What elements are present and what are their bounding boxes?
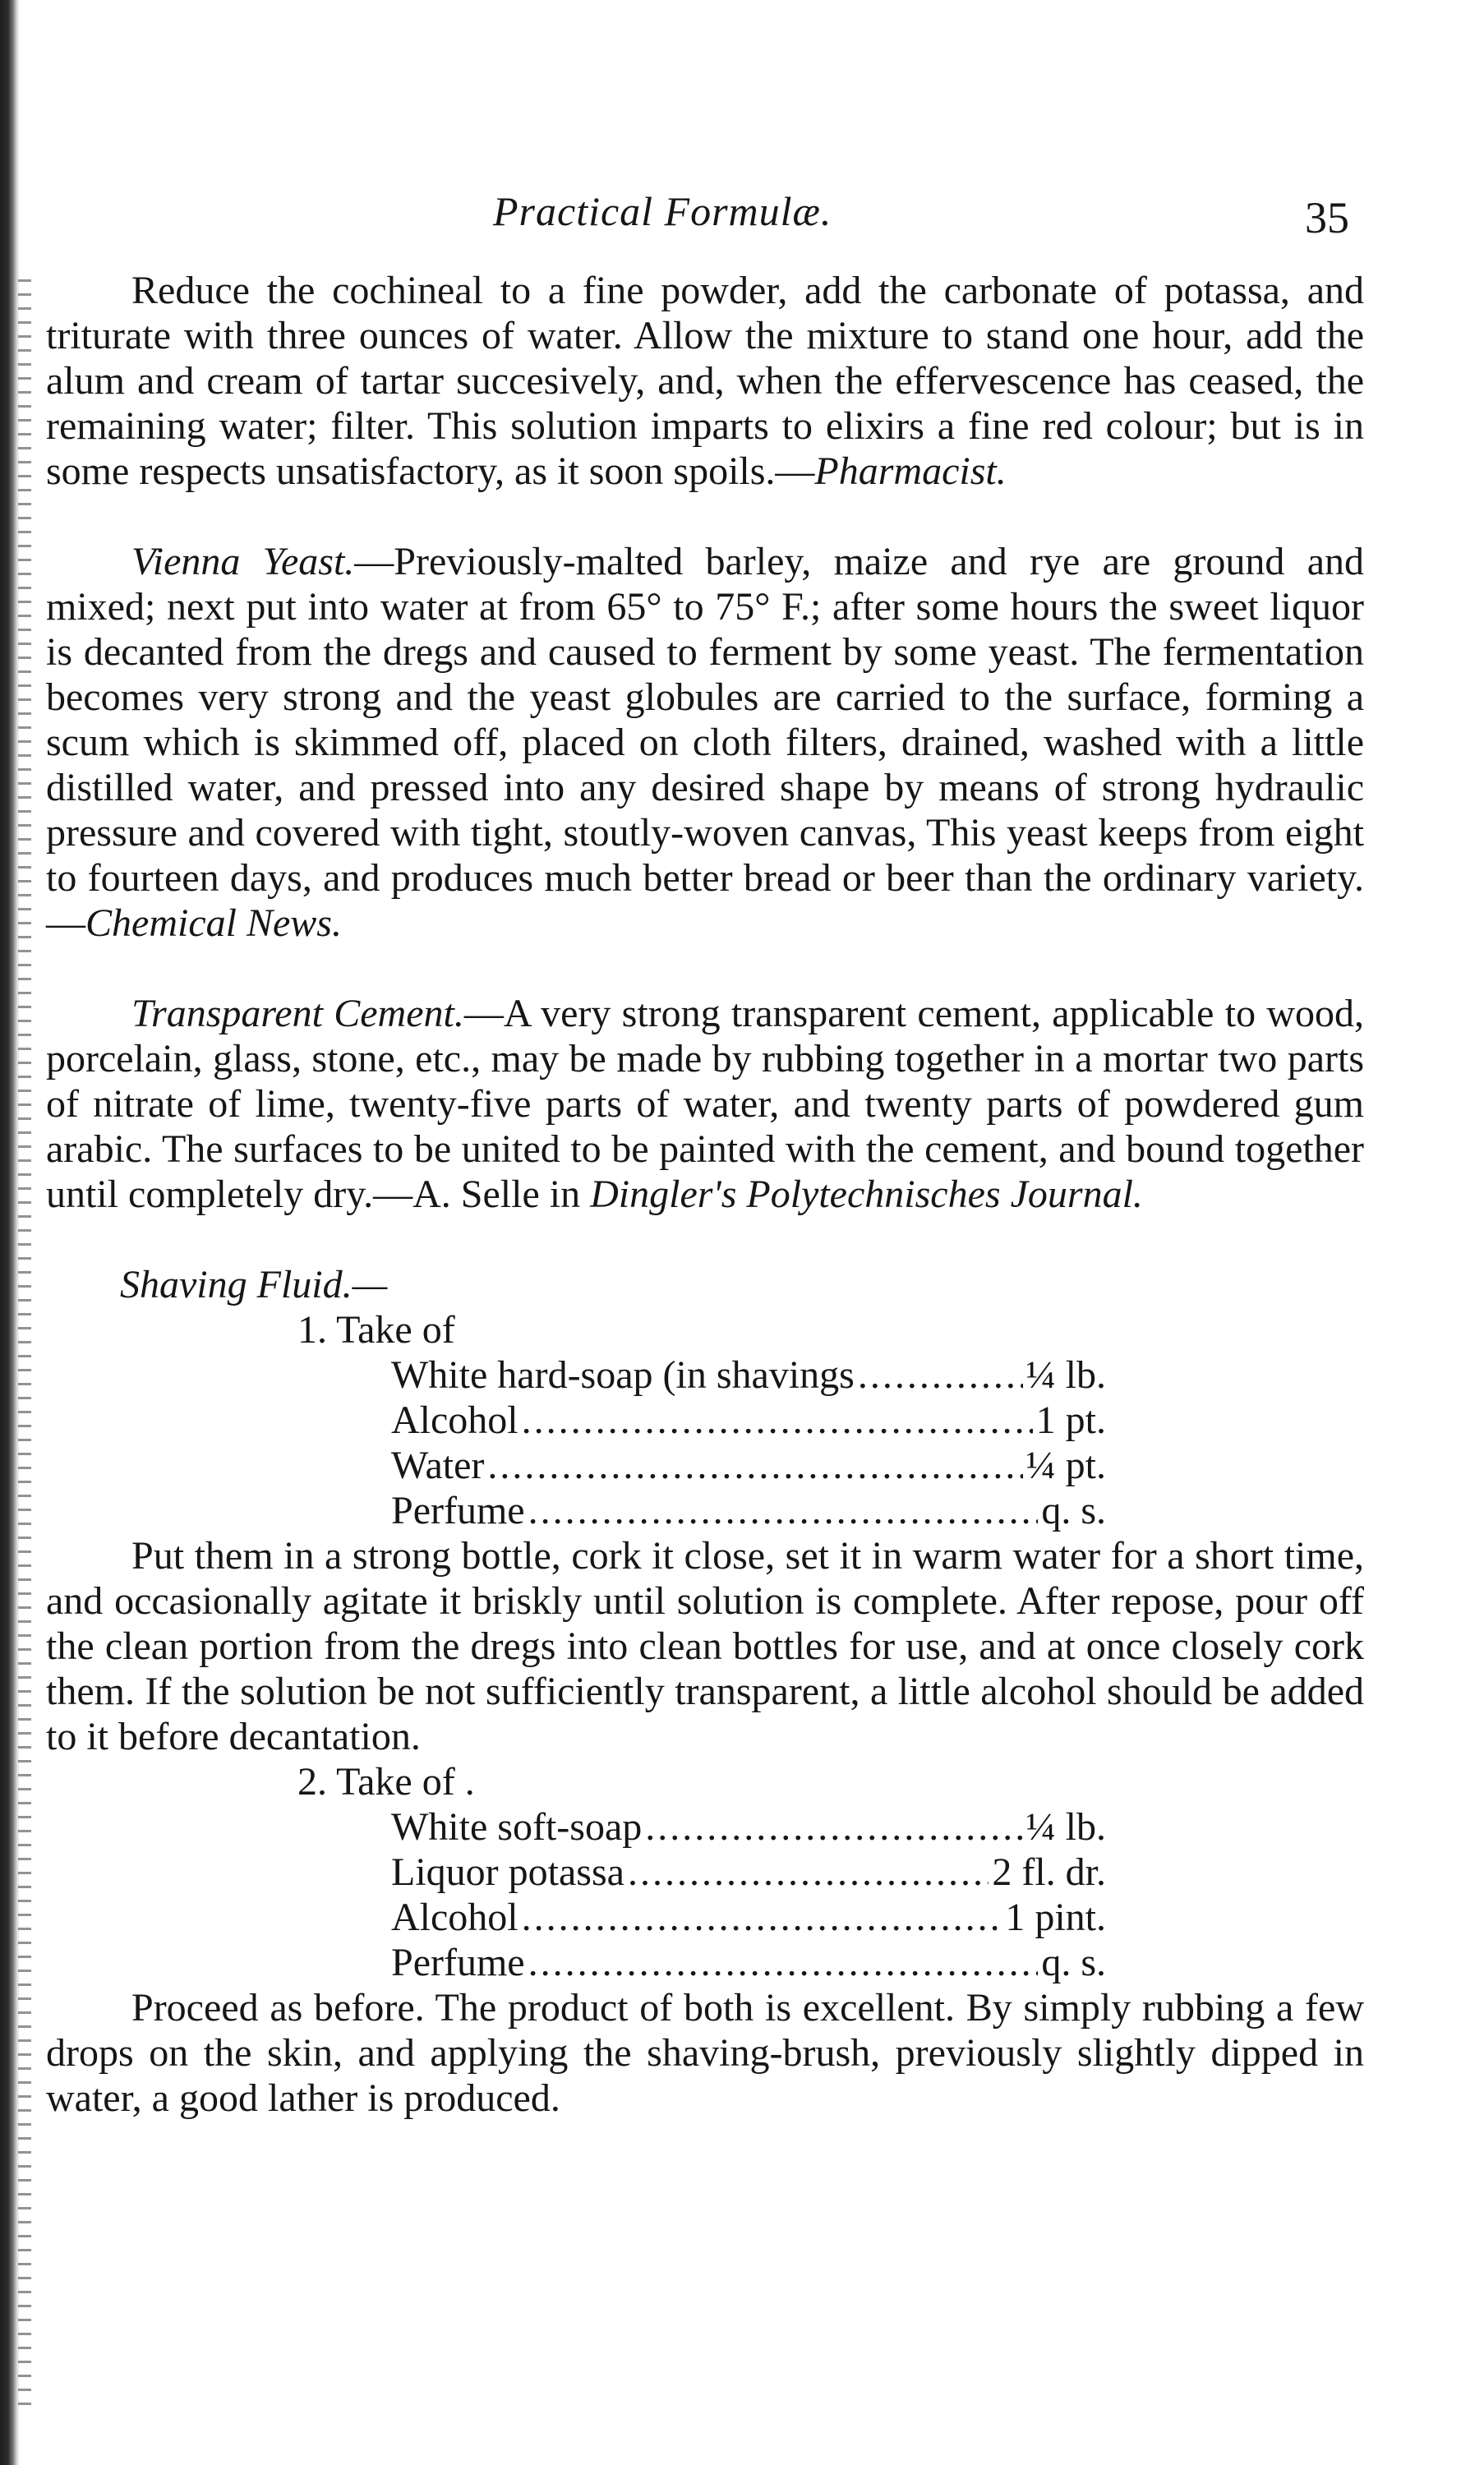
leader-dots (528, 1488, 1039, 1533)
cochineal-text: Reduce the cochineal to a fine powder, add the carbonate of potassa, and triturate with three ounces of water. Allow the mixture to stand one hour, add the alum and cream of tartar succesively, and, when the effervescence has ceased, the remaining water; filter. This solution imparts to elixirs a fine red colour; but is in some respects unsatisfactory, as it soon spoils.— (46, 269, 1364, 493)
ingredient-quantity: ¼ lb. (1025, 1353, 1106, 1397)
recipe-1-instructions: Put them in a strong bottle, cork it close, set it in warm water for a short time, and occasionally agitate it briskly until solution is complete. After repose, pour off the clean portion from the dregs into clean bottles for use, and at once closely cork them. If the solution be not sufficiently transparent, a little alcohol should be added to it before decantation. (46, 1534, 1364, 1758)
leader-dots (858, 1352, 1023, 1398)
ingredient-quantity: 1 pint. (1005, 1896, 1106, 1939)
leader-dots (487, 1443, 1022, 1488)
ingredient-name: Liquor potassa (391, 1850, 624, 1894)
ingredient-row (391, 1804, 1106, 1850)
ingredient-name: Perfume (391, 1489, 525, 1532)
cochineal-source: Pharmacist. (814, 449, 1007, 493)
ingredient-row (391, 1940, 1106, 1985)
leader-dots (522, 1398, 1033, 1443)
binding-edge (0, 0, 20, 2465)
spacer (46, 946, 1364, 991)
transparent-cement-title: Transparent Cement. (131, 992, 464, 1035)
transparent-cement-paragraph (46, 991, 1364, 1217)
ingredient-quantity: 2 fl. dr. (992, 1850, 1106, 1894)
ingredient-name: Water (391, 1444, 485, 1487)
ingredient-row (391, 1443, 1106, 1488)
ingredient-name: Alcohol (391, 1398, 518, 1442)
binding-shadow (18, 279, 31, 2416)
vienna-yeast-paragraph (46, 539, 1364, 946)
ingredient-quantity: ¼ lb. (1025, 1805, 1106, 1849)
leader-dots (645, 1804, 1022, 1850)
ingredient-row (391, 1398, 1106, 1443)
leader-dots (628, 1850, 989, 1895)
vienna-yeast-title: Vienna Yeast. (131, 540, 355, 583)
transparent-cement-text: —A very strong transparent cement, applicable to wood, porcelain, glass, stone, etc., may be made by rubbing together in a mortar two parts of nitrate of lime, twenty-five parts of water, and twenty parts of powdered gum arabic. The surfaces to be united to be painted with the cement, and bound together until completely dry.—A. Selle in (46, 992, 1364, 1216)
ingredient-row (391, 1352, 1106, 1398)
spacer (46, 494, 1364, 539)
spacer (46, 1217, 1364, 1262)
shaving-fluid-title: Shaving Fluid.— (120, 1263, 388, 1306)
recipe-1-ingredients (46, 1352, 1364, 1533)
ingredient-name: White hard-soap (in shavings (391, 1353, 855, 1397)
vienna-yeast-source: Chemical News. (85, 901, 342, 945)
ingredient-quantity: q. s. (1041, 1941, 1106, 1984)
ingredient-row (391, 1850, 1106, 1895)
recipe-2-heading: 2. Take of . (297, 1760, 475, 1804)
running-head: Practical Formulæ. (493, 188, 832, 234)
ingredient-quantity: q. s. (1041, 1489, 1106, 1532)
ingredient-name: White soft-soap (391, 1805, 643, 1849)
leader-dots (522, 1895, 1002, 1940)
ingredient-row (391, 1488, 1106, 1533)
transparent-cement-source: Dingler's Polytechnisches Journal. (590, 1173, 1143, 1216)
page-number: 35 (1305, 193, 1349, 242)
recipe-1-heading: 1. Take of (297, 1308, 455, 1352)
ingredient-quantity: 1 pt. (1035, 1398, 1106, 1442)
ingredient-quantity: ¼ pt. (1025, 1444, 1106, 1487)
cochineal-paragraph (46, 268, 1364, 494)
leader-dots (528, 1940, 1039, 1985)
vienna-yeast-text: —Previously-malted barley, maize and rye are ground and mixed; next put into water at from 65° to 75° F.; after some hours the sweet liquor is decanted from the dregs and caused to ferment by some yeast. The fermentation becomes very strong and the yeast globules are carried to the surface, forming a scum which is skimmed off, placed on cloth filters, drained, washed with a little distilled water, and pressed into any desired shape by means of strong hydraulic pressure and covered with tight, stoutly-woven canvas, This yeast keeps from eight to fourteen days, and produces much better bread or beer than the ordinary variety.— (46, 540, 1364, 945)
ingredient-name: Perfume (391, 1941, 525, 1984)
page-body (46, 268, 1364, 2121)
ingredient-row (391, 1895, 1106, 1940)
recipe-2-instructions: Proceed as before. The product of both is excellent. By simply rubbing a few drops on the skin, and applying the shaving-brush, previously slightly dipped in water, a good lather is produced. (46, 1986, 1364, 2120)
recipe-2-ingredients (46, 1804, 1364, 1985)
ingredient-name: Alcohol (391, 1896, 518, 1939)
